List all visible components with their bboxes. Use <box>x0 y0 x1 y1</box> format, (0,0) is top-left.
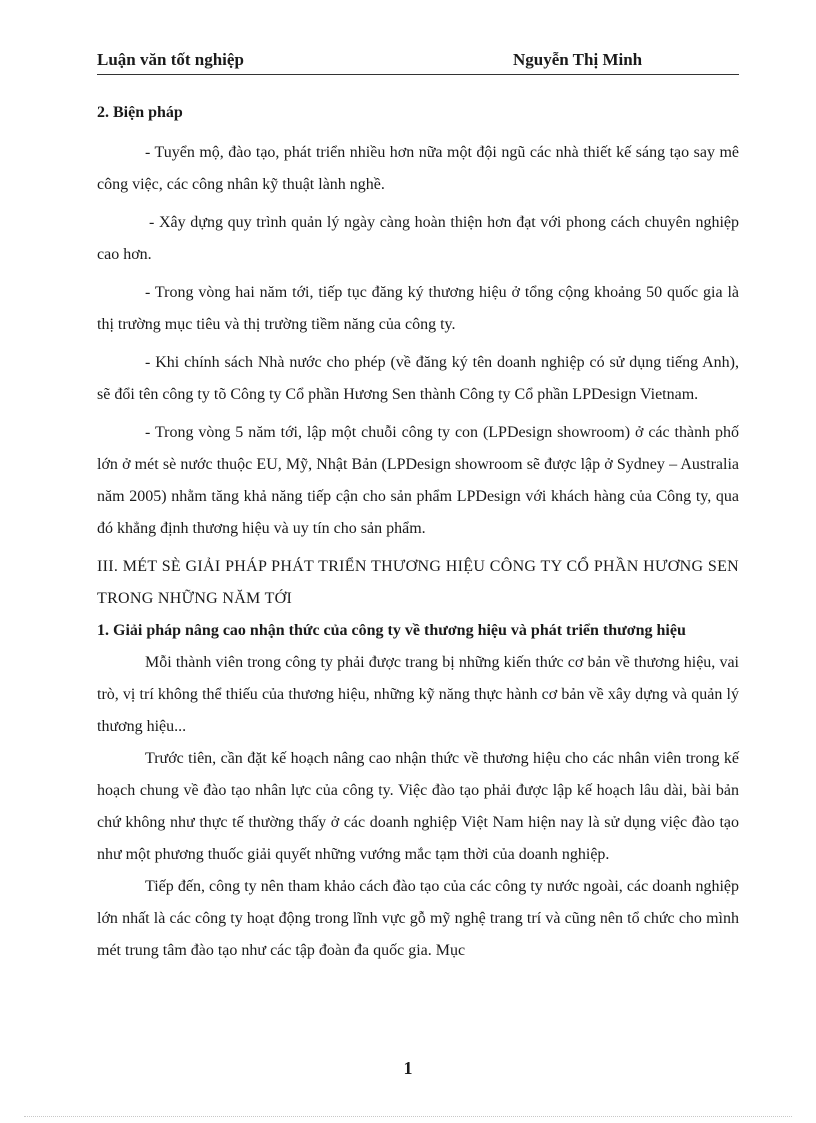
header-title: Luận văn tốt nghiệp <box>97 50 244 69</box>
body-paragraph: Trước tiên, cần đặt kế hoạch nâng cao nhận thức về thương hiệu cho các nhân viên trong kế hoạch chung về đào tạo nhân lực của công ty. Việc đào tạo phải được lập kế hoạch lâu dài, bài bản chứ không như thực tế thường thấy ở các doanh nghiệp Việt Nam hiện nay là sử dụng việc đào tạo như một phương thuốc giải quyết những vướng mắc tạm thời của doanh nghiệp. <box>97 750 739 863</box>
body-paragraph: Tiếp đến, công ty nên tham khảo cách đào tạo của các công ty nước ngoài, các doanh nghiệp lớn nhất là các công ty hoạt động trong lĩnh vực gỗ mỹ nghệ trang trí và cũng nên tổ chức cho mình mét trung tâm đào tạo như các tập đoàn đa quốc gia. Mục <box>97 878 739 959</box>
page-bottom-divider <box>24 1116 792 1117</box>
bullet-item: - Khi chính sách Nhà nước cho phép (về đăng ký tên doanh nghiệp có sử dụng tiếng Anh), sẽ đổi tên công ty tõ Công ty Cổ phần Hương Sen thành Công ty Cổ phần LPDesign Vietnam. <box>97 354 739 403</box>
page-number: 1 <box>403 1058 413 1078</box>
page-header <box>97 48 739 75</box>
heading-bien-phap: 2. Biện pháp <box>97 104 183 121</box>
section-3-title: III. MÉT SÈ GIẢI PHÁP PHÁT TRIỂN THƯƠNG HIỆU CÔNG TY CỔ PHẦN HƯƠNG SEN TRONG NHỮNG NĂM TỚI <box>97 558 739 607</box>
bullet-item: - Xây dựng quy trình quản lý ngày càng hoàn thiện hơn đạt với phong cách chuyên nghiệp cao hơn. <box>97 214 739 263</box>
bullet-item: - Trong vòng 5 năm tới, lập một chuỗi công ty con (LPDesign showroom) ở các thành phố lớn ở mét sè nước thuộc EU, Mỹ, Nhật Bản (LPDesign showroom sẽ được lập ở Sydney – Australia năm 2005) nhằm tăng khả năng tiếp cận cho sản phẩm LPDesign với khách hàng của Công ty, qua đó khẳng định thương hiệu và uy tín cho sản phẩm. <box>97 424 739 537</box>
bullet-item: - Trong vòng hai năm tới, tiếp tục đăng ký thương hiệu ở tổng cộng khoảng 50 quốc gia là thị trường mục tiêu và thị trường tiềm năng của công ty. <box>97 284 739 333</box>
page-body <box>97 97 739 967</box>
header-author: Nguyễn Thị Minh <box>513 50 643 69</box>
bullet-item: - Tuyển mộ, đào tạo, phát triển nhiều hơn nữa một đội ngũ các nhà thiết kế sáng tạo say mê công việc, các công nhân kỹ thuật lành nghề. <box>97 144 739 193</box>
body-paragraph: Mỗi thành viên trong công ty phải được trang bị những kiến thức cơ bản về thương hiệu, vai trò, vị trí không thể thiếu của thương hiệu, những kỹ năng thực hành cơ bản về xây dựng và quản lý thương hiệu... <box>97 654 739 735</box>
subheading-1: 1. Giải pháp nâng cao nhận thức của công ty về thương hiệu và phát triển thương hiệu <box>97 622 686 639</box>
